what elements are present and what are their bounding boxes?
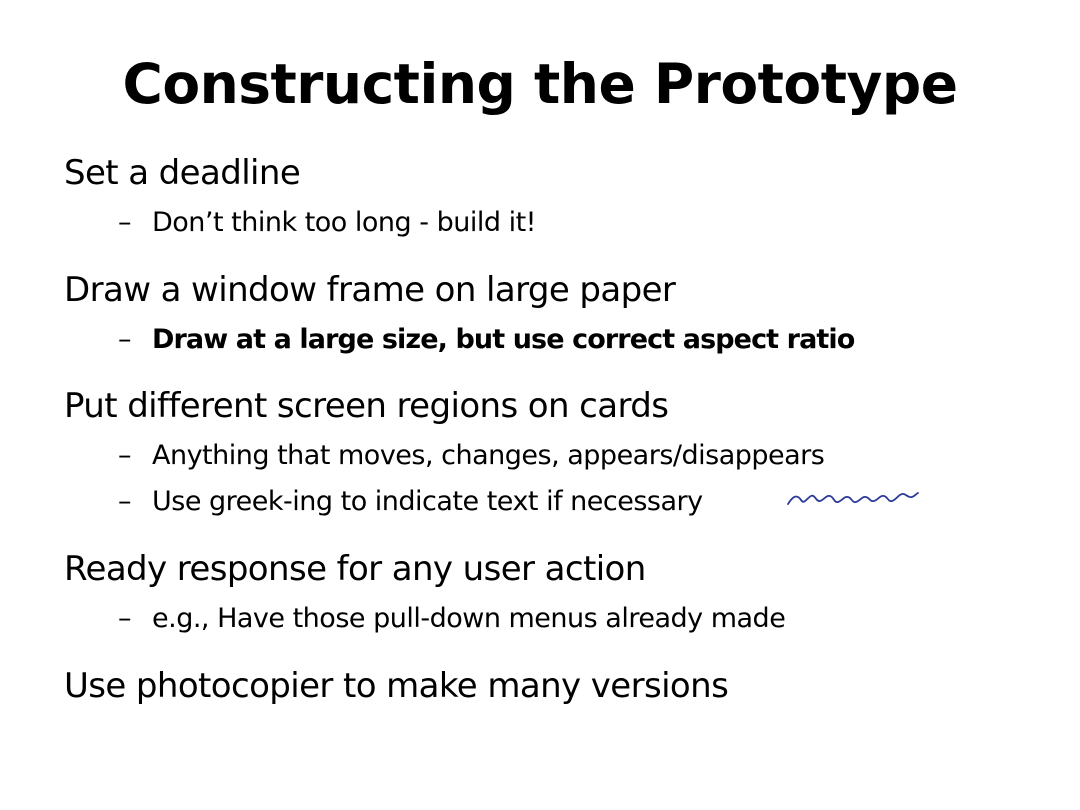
dash-marker: – bbox=[118, 207, 131, 238]
sub-bullet-text: Don’t think too long - build it! bbox=[152, 207, 536, 238]
sub-bullet-anything-moves bbox=[118, 438, 824, 474]
sub-bullet-pulldown-menus bbox=[118, 601, 785, 637]
sub-bullet-dont-think bbox=[118, 205, 536, 241]
bullet-draw-window-frame: Draw a window frame on large paper bbox=[64, 270, 676, 310]
sub-bullet-aspect-ratio bbox=[118, 322, 854, 358]
dash-marker: – bbox=[118, 324, 131, 355]
sub-bullet-text: e.g., Have those pull-down menus already made bbox=[152, 603, 786, 634]
bullet-ready-response: Ready response for any user action bbox=[64, 549, 646, 589]
dash-marker: – bbox=[118, 486, 131, 517]
bullet-photocopier: Use photocopier to make many versions bbox=[64, 666, 729, 706]
bullet-set-deadline: Set a deadline bbox=[64, 153, 301, 193]
slide-title: Constructing the Prototype bbox=[122, 52, 958, 116]
handwritten-squiggle-icon bbox=[785, 488, 920, 514]
dash-marker: – bbox=[118, 603, 131, 634]
dash-marker: – bbox=[118, 440, 131, 471]
sub-bullet-text: Anything that moves, changes, appears/disappears bbox=[152, 440, 825, 471]
bullet-screen-regions: Put different screen regions on cards bbox=[64, 386, 669, 426]
sub-bullet-text: Use greek-ing to indicate text if necessary bbox=[152, 486, 703, 517]
sub-bullet-text: Draw at a large size, but use correct aspect ratio bbox=[152, 324, 855, 355]
sub-bullet-greeking bbox=[118, 484, 703, 520]
